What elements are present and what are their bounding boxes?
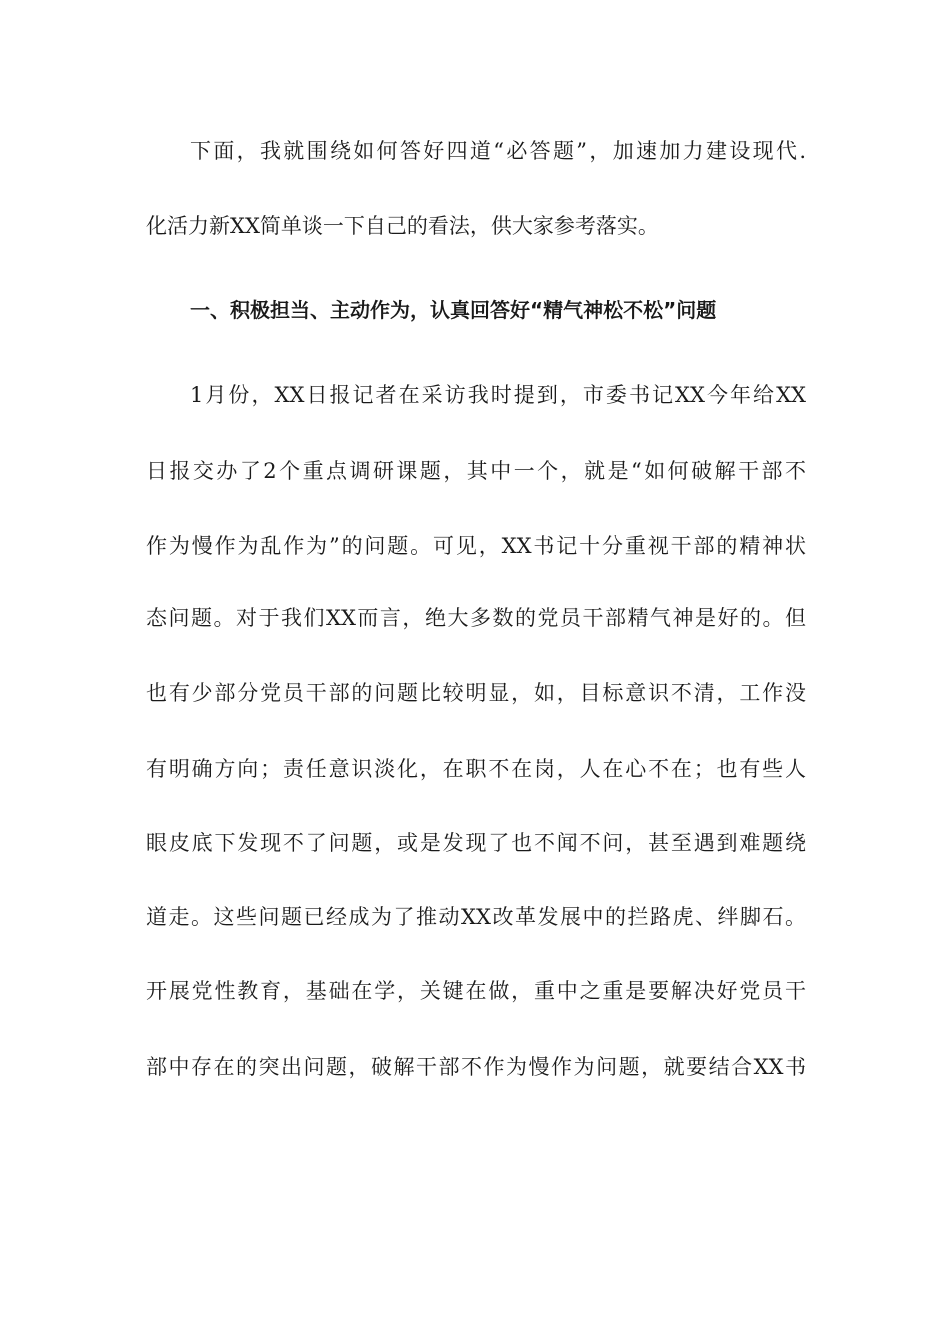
paragraph-line-9: 开展党性教育，基础在学，关键在做，重中之重是要解决好党员干: [146, 979, 806, 1003]
paragraph-line-7: 眼皮底下发现不了问题，或是发现了也不闻不问，甚至遇到难题绕: [146, 831, 806, 855]
paragraph-line-10: 部中存在的突出问题，破解干部不作为慢作为问题，就要结合XX书: [146, 1055, 806, 1079]
paragraph-line-2: 日报交办了2个重点调研课题，其中一个，就是“如何破解干部不: [146, 459, 806, 483]
intro-line-2: 化活力新XX简单谈一下自己的看法，供大家参考落实。: [146, 214, 659, 238]
paragraph-line-4: 态问题。对于我们XX而言，绝大多数的党员干部精气神是好的。但: [146, 606, 806, 630]
section-heading: 一、积极担当、主动作为，认真回答好“精气神松不松”问题: [190, 298, 717, 322]
paragraph-line-1: 1月份，XX日报记者在采访我时提到，市委书记XX今年给XX: [190, 383, 806, 407]
paragraph-line-8: 道走。这些问题已经成为了推动XX改革发展中的拦路虎、绊脚石。: [146, 905, 806, 929]
paragraph-line-6: 有明确方向；责任意识淡化，在职不在岗，人在心不在；也有些人: [146, 757, 806, 781]
paragraph-line-5: 也有少部分党员干部的问题比较明显，如，目标意识不清，工作没: [146, 681, 806, 705]
paragraph-line-3: 作为慢作为乱作为”的问题。可见，XX书记十分重视干部的精神状: [146, 534, 806, 558]
intro-line-1: 下面，我就围绕如何答好四道“必答题”，加速加力建设现代.: [190, 139, 806, 163]
